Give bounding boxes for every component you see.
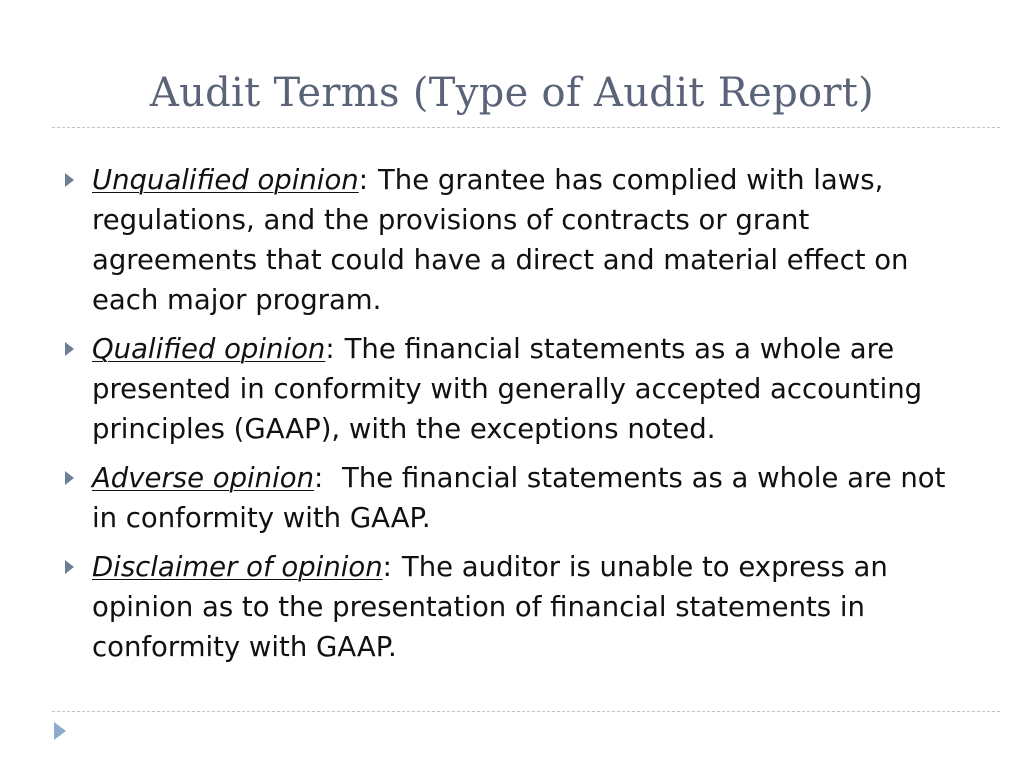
bullet-item-disclaimer-of-opinion xyxy=(60,547,970,667)
bullet-text: The financial statements as a whole are presented in conformity with generally accepted accounting principles (GAAP), with the exceptions noted. xyxy=(92,333,923,445)
bullet-text: The financial statements as a whole are not in conformity with GAAP. xyxy=(92,462,946,534)
bullet-list xyxy=(60,160,970,676)
bullet-separator: : xyxy=(325,333,335,365)
bullet-term: Unqualified opinion xyxy=(92,164,359,196)
bullet-term: Qualified opinion xyxy=(92,333,326,365)
triangle-right-icon xyxy=(65,173,74,187)
bullet-separator: : xyxy=(382,551,392,583)
next-slide-arrow-icon[interactable] xyxy=(54,722,66,740)
slide-title: Audit Terms (Type of Audit Report) xyxy=(149,70,875,116)
triangle-right-icon xyxy=(65,560,74,574)
bullet-separator: : xyxy=(314,462,324,494)
bullet-text: The auditor is unable to express an opinion as to the presentation of financial statements in conformity with GAAP. xyxy=(92,551,888,663)
bullet-text: The grantee has complied with laws, regulations, and the provisions of contracts or grant agreements that could have a direct and material effect on each major program. xyxy=(92,164,909,316)
title-divider xyxy=(52,127,1000,128)
bullet-term: Adverse opinion xyxy=(92,462,315,494)
bullet-item-unqualified-opinion xyxy=(60,160,970,320)
bullet-item-qualified-opinion xyxy=(60,329,970,449)
triangle-right-icon xyxy=(65,342,74,356)
triangle-right-icon xyxy=(65,471,74,485)
footer-divider xyxy=(52,711,1000,712)
bullet-item-adverse-opinion xyxy=(60,458,970,538)
bullet-term: Disclaimer of opinion xyxy=(92,551,383,583)
bullet-separator: : xyxy=(358,164,368,196)
